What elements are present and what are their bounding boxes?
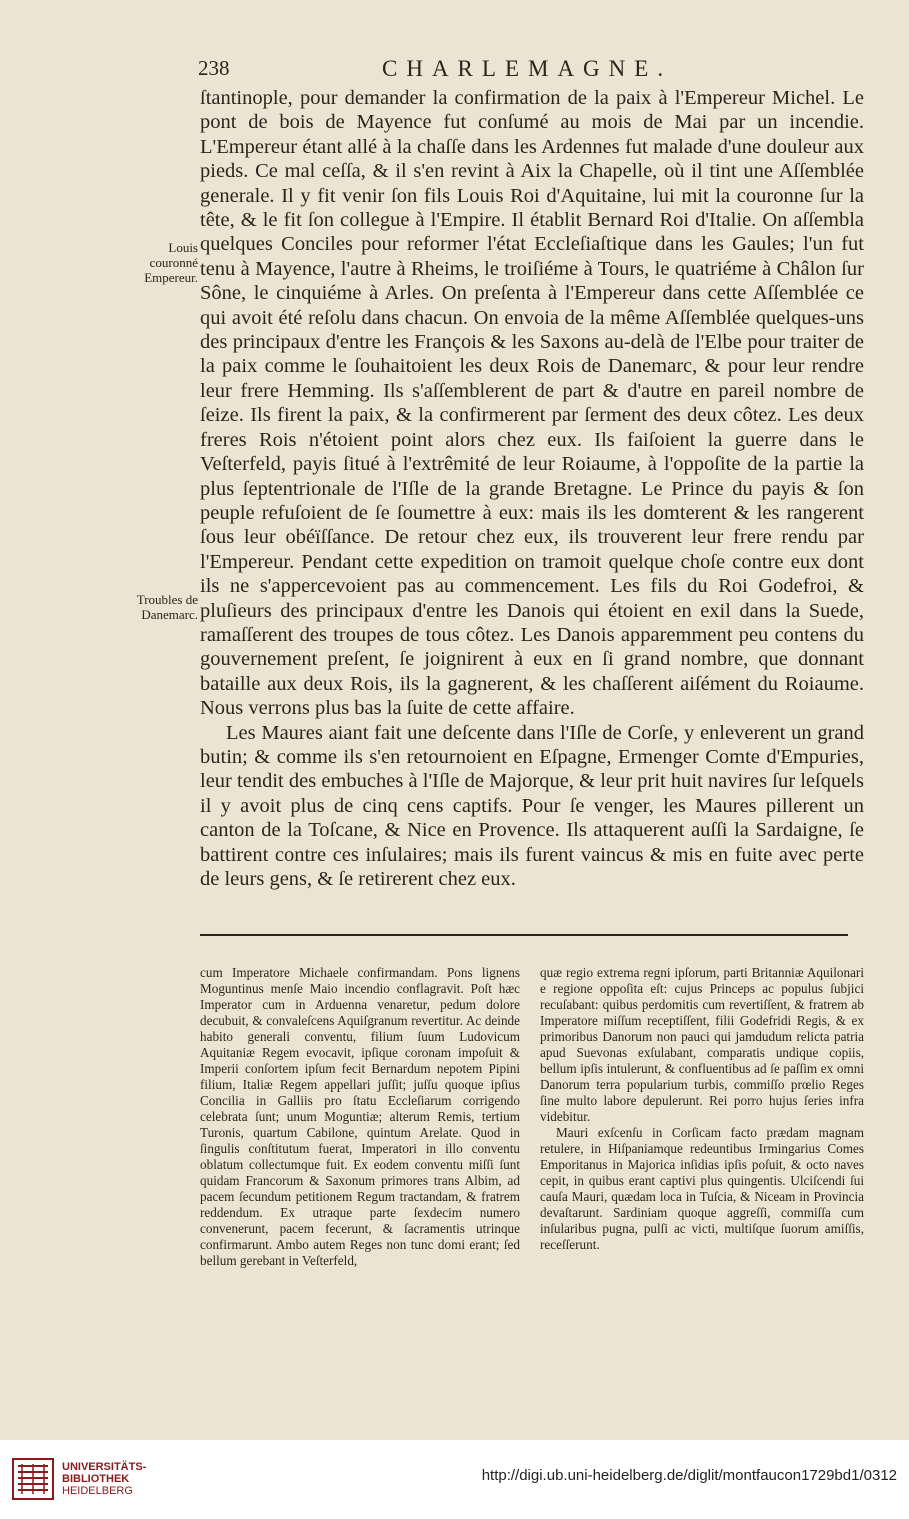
paragraph: ſtantinople, pour demander la confirmation de la paix à l'Empereur Michel. Le pont de bois de Mayence fut conſumé au mois de Mai par un incendie. L'Empereur étant allé à la chaſſe dans les Ardennes fut malade d'une douleur aux pieds. Ce mal ceſſa, & il s'en revint à Aix la Chapelle, où il tint une Aſſemblée generale. Il y fit venir ſon fils Louis Roi d'Aquitaine, lui mit la couronne ſur la tête, & le fit ſon collegue à l'Empire. Il établit Bernard Roi d'Italie. On aſſembla quelques Conciles pour reformer l'état Eccleſiaſtique dans les Gaules; l'un fut tenu à Mayence, l'autre à Rheims, le troiſiéme à Tours, le quatriéme à Châlon ſur Sône, le cinquiéme à Arles. On preſenta à l'Empereur dans cette Aſſemblée ce qui avoit été reſolu dans chacun. On envoia de la même Aſſemblée quelques-uns des principaux d'entre les François & les Saxons au-delà de l'Elbe pour traiter de la paix comme le ſouhaitoient les deux Rois de Danemarc, & pour leur rendre leur frere Hemming. Ils s'aſſemblerent de part & d'autre en pareil nombre de ſeize. Ils firent la paix, & la confirmerent par ſerment des deux côtez. Les deux freres Rois n'étoient point alors chez eux. Ils faiſoient la guerre dans le Veſterfeld, payis ſitué à l'extrêmité de leur Roiaume, à l'oppoſite de la partie la plus ſeptentrionale de l'Iſle de la grande Bretagne. Le Prince du payis & ſon peuple refuſoient de ſe ſoumettre à eux: mais ils les domterent & les rangerent ſous leur obéïſſance. De retour chez eux, ils trouverent leur frere rendu par l'Empereur. Pendant cette expedition on tramoit quelque choſe contre eux dont ils ne s'appercevoient pas au commencement. Les fils du Roi Godefroi, & pluſieurs des principaux d'entre les Danois qui étoient en exil dans la Suede, ramaſſerent des troupes de tous côtez. Les Danois apparemment peu contens du gouvernement preſent, ſe joignirent à eux en ſi grand nombre, que donnant bataille aux deux Rois, ils la gagnerent, & les chaſſerent aiſément du Roiaume. Nous verrons plus bas la ſuite de cette affaire. xyxy=(200,87,864,720)
latin-notes-left xyxy=(200,965,520,1269)
paragraph: Les Maures aiant fait une deſcente dans l'Iſle de Corſe, y enleverent un grand butin; & comme ils s'en retournoient en Eſpagne, Ermenger Comte d'Empuries, leur tendit des embuches à l'Iſle de Majorque, & leur prit huit navires ſur leſquels il y avoit plus de cinq cens captifs. Pour ſe venger, les Maures pillerent un canton de la Toſcane, & Nice en Provence. Ils attaquerent auſſi la Sardaigne, ſe battirent contre ces inſulaires; mais ils furent vaincus & mis en fuite avec perte de leurs gens, & ſe retirerent chez eux. xyxy=(200,721,864,890)
latin-notes-right xyxy=(540,965,864,1253)
library-seal-icon xyxy=(12,1458,54,1500)
note-paragraph: cum Imperatore Michaele confirmandam. Pons lignens Moguntinus menſe Maio incendio conflagravit. Poſt hæc Imperator cum in Arduenna venaretur, pedum dolore decubuit, & convaleſcens Aquiſgranum revertitur. Ac deinde habito generali conventu, filium ſuum Ludovicum Aquitaniæ Regem evocavit, ipſique coronam impoſuit & Imperii conſortem ipſum fecit Bernardum nepotem Pipini filium, Italiæ Regem appellari juſſit; juſſu quoque ipſius Concilia in Galliis pro ſtatu Eccleſiarum corrigendo celebrata ſunt; unum Moguntiæ; alterum Remis, tertium Turonis, quartum Cabilone, quintum Arelate. Quod in ſingulis conſtitutum fuerat, Imperatori in illo conventu oblatum collectumque fuit. Ex eodem conventu miſſi ſunt quidam Francorum & Saxonum primores trans Albim, ad pacem ſecundum petitionem Regum tractandam, & fratrem reddendum. Ex utraque parte ſexdecim numero convenerunt, pacem fecerunt, & ſacramentis utrinque confirmarunt. Ambo autem Reges non tunc domi erant; ſed bellum gerebant in Veſterfeld, xyxy=(200,965,520,1268)
main-text xyxy=(200,86,864,891)
note-paragraph: Mauri exſcenſu in Corſicam facto prædam magnam retulere, in Hiſpaniamque redeuntibus Irmingarius Comes Emporitanus in Majorica inſidias ipſis poſuit, & octo naves cepit, in quibus erant captivi plus quingentis. Ulciſcendi ſui cauſa Mauri, quædam loca in Tuſcia, & Niceam in Provincia devaſtarunt. Sardiniam quoque aggreſſi, commiſſa cum inſularibus pugna, pulſi ac victi, multiſque ſuorum amiſſis, receſſerunt. xyxy=(540,1125,864,1252)
permalink[interactable]: http://digi.ub.uni-heidelberg.de/diglit/montfaucon1729bd1/0312 xyxy=(481,1467,897,1484)
running-title: CHARLEMAGNE. xyxy=(382,56,673,81)
margin-note-louis: Louis couronné Empereur. xyxy=(144,240,198,285)
margin-note-troubles: Troubles de Danemarc. xyxy=(136,592,198,622)
library-logo[interactable] xyxy=(12,1458,252,1506)
note-paragraph: quæ regio extrema regni ipſorum, parti Britanniæ Aquilonari e regione oppoſita eſt: cujus Princeps ac populus ſubjici recuſabant: quibus perdomitis cum revertiſſent, & fratrem ab Imperatore miſſum receptiſſent, filii Godefridi Regis, & ex primoribus Danorum non pauci qui jamdudum relicta patria apud Suevonas exſulabant, comparatis undique copiis, bellum ipſis intulerunt, & confluentibus ad ſe paſſim ex omni Danorum terra popularium turbis, commiſſo prœlio Reges ſine multo labore depulerunt. Rei porro hujus ſeries infra videbitur. xyxy=(540,965,864,1124)
footnote-divider xyxy=(200,934,848,936)
viewer-footer xyxy=(0,1440,909,1519)
page-header xyxy=(0,56,909,86)
library-name: UNIVERSITÄTS- BIBLIOTHEK HEIDELBERG xyxy=(62,1461,147,1497)
page-number: 238 xyxy=(198,56,230,80)
